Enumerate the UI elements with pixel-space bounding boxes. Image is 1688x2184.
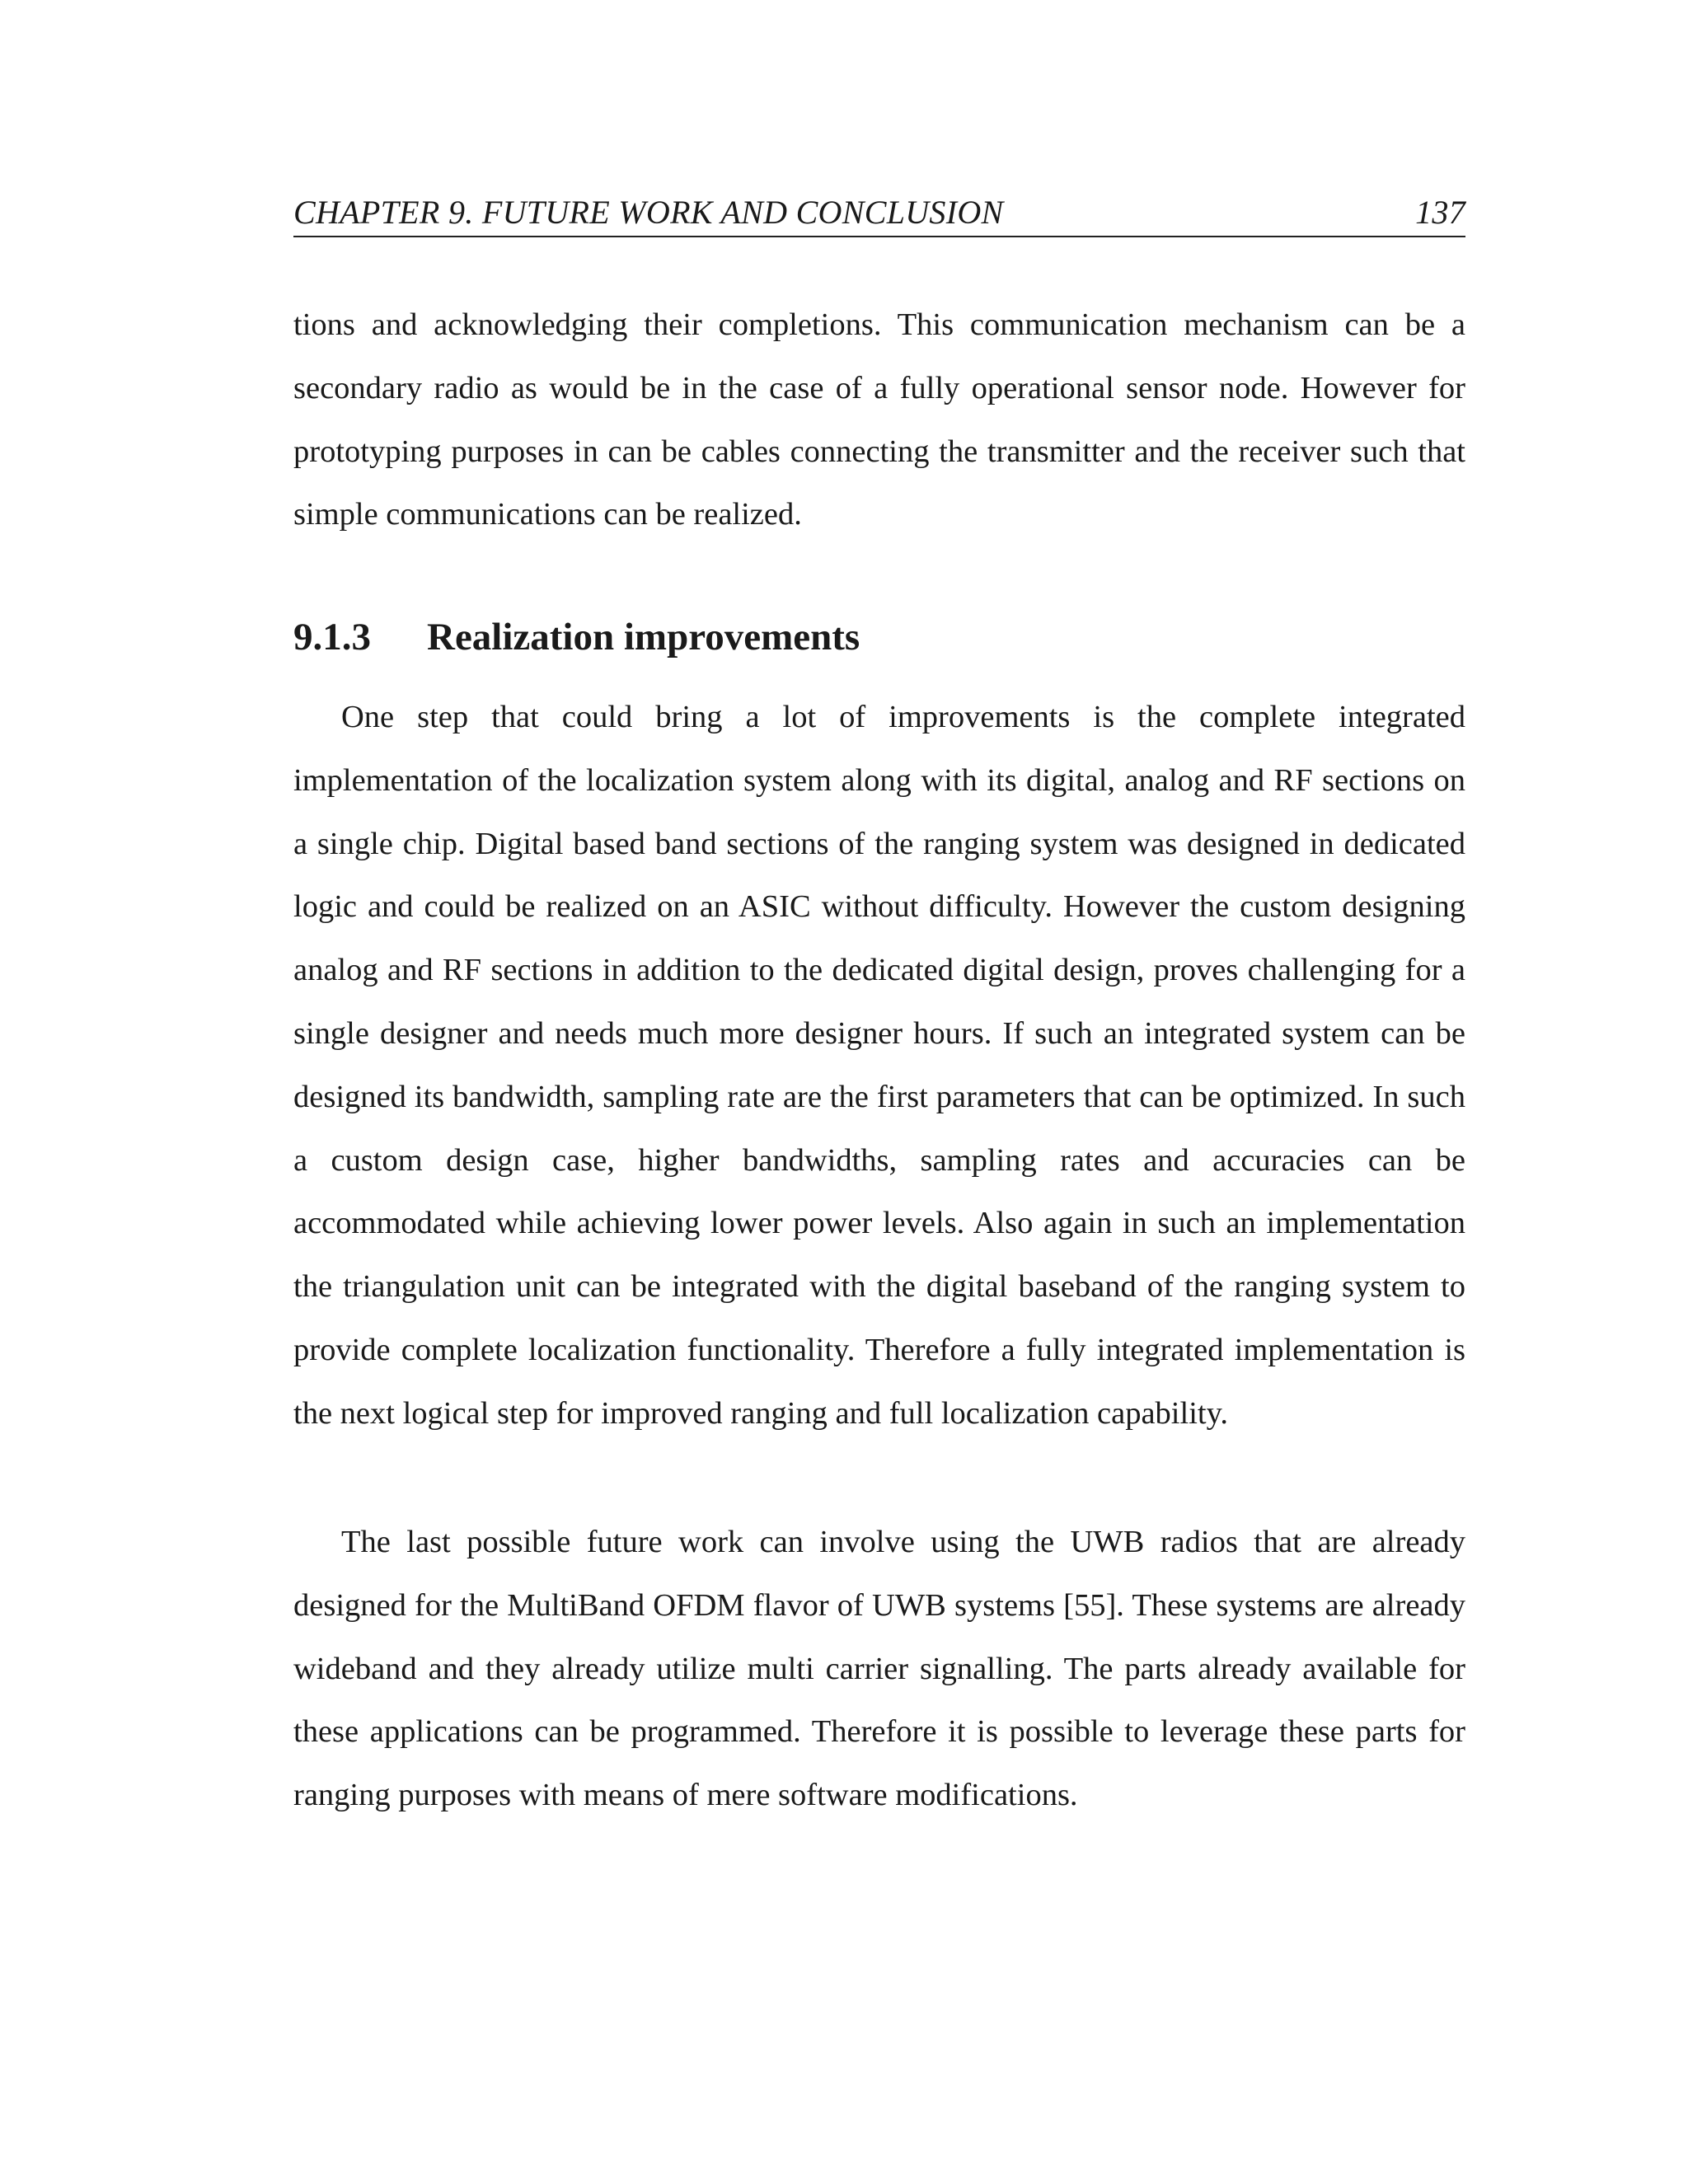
paragraph-continued: tions and acknowledging their completions. This communication mechanism can be a secondary radio as would be in the case of a fully operational sensor node. However for prototyping purposes in can be cables connecting the transmitter and the receiver such that simple communications can be realized. (293, 307, 1465, 532)
section-number: 9.1.3 (293, 616, 371, 658)
paragraph-section-body-1: One step that could bring a lot of improvements is the complete integrated implementation of the localization system along with its digital, analog and RF sections on a single chip. Digital based band sections of the ranging system was designed in dedicated logic and could be realized on an ASIC without difficulty. However the custom designing analog and RF sections in addition to the dedicated digital design, proves challenging for a single designer and needs much more designer hours. If such an integrated system can be designed its bandwidth, sampling rate are the first parameters that can be optimized. In such a custom design case, higher bandwidths, sampling rates and accuracies can be accommodated while achieving lower power levels. Also again in such an implementation the triangulation unit can be integrated with the digital baseband of the ranging system to provide complete localization functionality. Therefore a fully integrated implementation is the next logical step for improved ranging and full localization capability. (293, 700, 1465, 1431)
running-header (293, 190, 1465, 237)
chapter-title: CHAPTER 9. FUTURE WORK AND CONCLUSION (293, 194, 1004, 231)
section-heading (293, 606, 1465, 668)
section-title: Realization improvements (427, 616, 860, 658)
paragraph-section-body-2: The last possible future work can involve using the UWB radios that are already designed for the MultiBand OFDM flavor of UWB systems [55]. These systems are already wideband and they already utilize multi carrier signalling. The parts already available for these applications can be programmed. Therefore it is possible to leverage these parts for ranging purposes with means of mere software modifications. (293, 1525, 1465, 1813)
page-number: 137 (1415, 194, 1465, 231)
